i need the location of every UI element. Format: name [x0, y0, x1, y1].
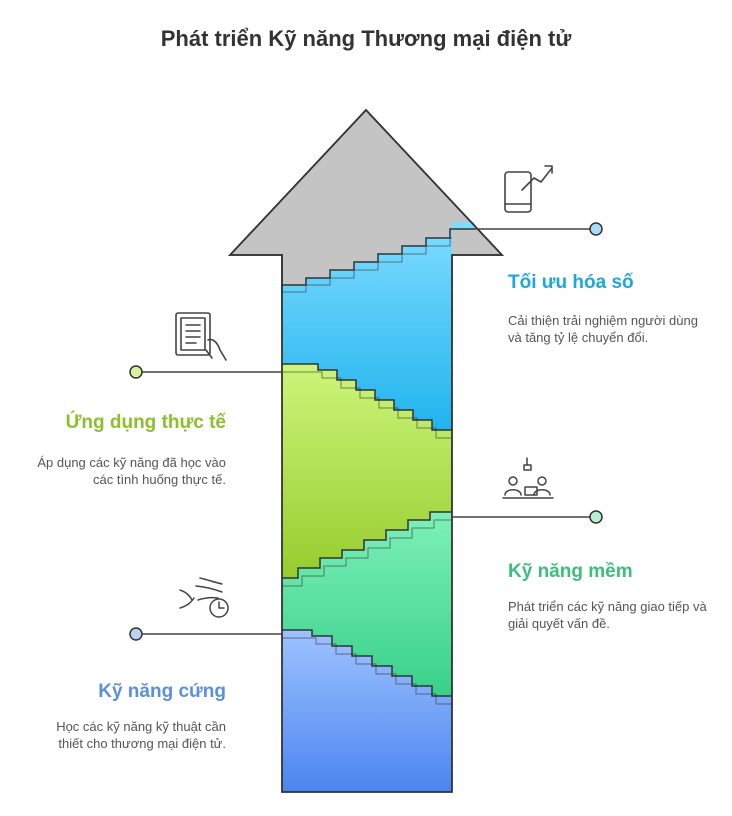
document-hand-icon: [176, 313, 226, 360]
desc-soft-skills: Phát triển các kỹ năng giao tiếp và giải quyết vấn đề.: [508, 599, 707, 631]
dot-soft-skills: [590, 511, 602, 523]
signal-clock-icon: [180, 578, 228, 617]
heading-soft-skills: Kỹ năng mềm: [508, 561, 633, 582]
heading-hard-skills: Kỹ năng cứng: [98, 681, 226, 702]
heading-digital-optimization: Tối ưu hóa số: [508, 272, 634, 293]
dot-digital-optimization: [590, 223, 602, 235]
desc-digital-optimization: Cải thiện trải nghiệm người dùng và tăng tỷ lệ chuyển đổi.: [508, 313, 698, 345]
desc-hard-skills: Học các kỹ năng kỹ thuật cần thiết cho thương mại điện tử.: [56, 719, 226, 751]
heading-practical-application: Ứng dụng thực tế: [65, 412, 226, 433]
smartphone-growth-icon: [505, 166, 552, 212]
page-title: Phát triển Kỹ năng Thương mại điện tử: [160, 26, 572, 51]
people-meeting-icon: [503, 458, 553, 498]
dot-practical-application: [130, 366, 142, 378]
desc-practical-application: Áp dụng các kỹ năng đã học vào các tình huống thực tế.: [37, 455, 226, 487]
dot-hard-skills: [130, 628, 142, 640]
